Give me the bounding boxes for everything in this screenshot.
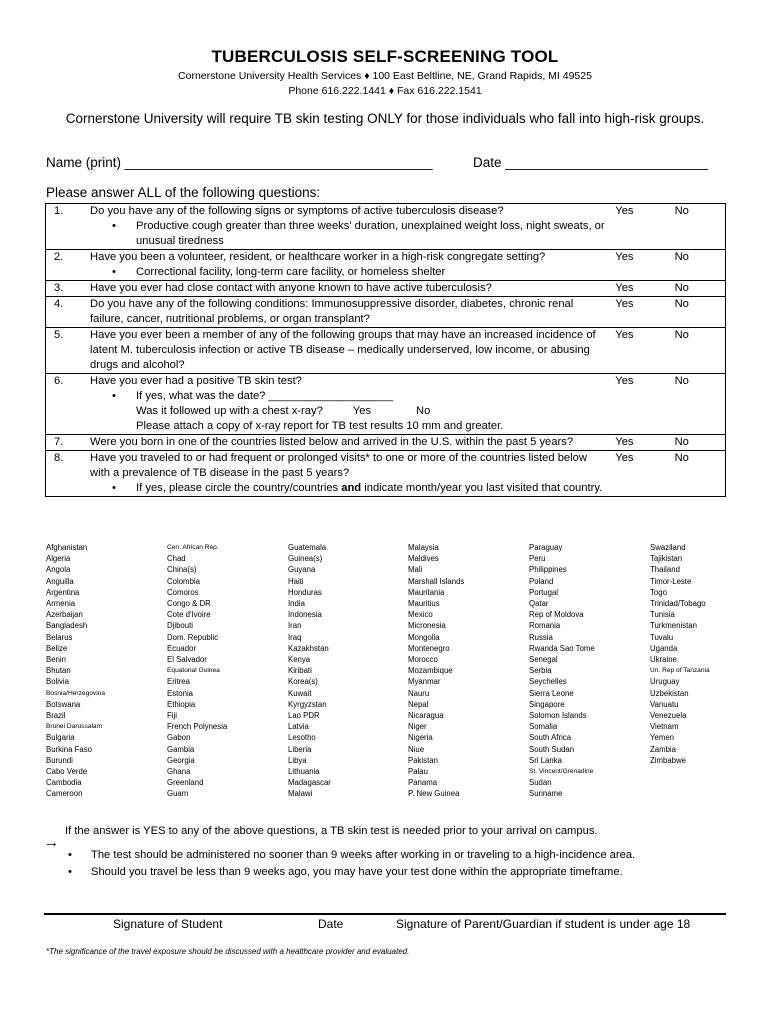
question-text: Have you traveled to or had frequent or prolonged visits* to one or more of the countries listed below with a prevalence of TB disease in the past 5 years? bbox=[90, 452, 587, 479]
country-item[interactable]: Poland bbox=[529, 576, 554, 586]
instructions: Please answer ALL of the following questions: bbox=[46, 185, 321, 200]
country-item[interactable]: Fiji bbox=[167, 711, 177, 721]
country-item[interactable]: Serbia bbox=[529, 666, 552, 676]
xray-yes-option[interactable]: Yes bbox=[352, 405, 372, 417]
bullet-icon: • bbox=[68, 866, 72, 878]
country-item[interactable]: P. New Guinea bbox=[408, 789, 460, 799]
country-item[interactable]: Qatar bbox=[529, 599, 549, 609]
country-item[interactable]: Libya bbox=[288, 755, 307, 765]
country-item[interactable]: Lithuania bbox=[288, 767, 320, 777]
country-item[interactable]: Cameroon bbox=[46, 789, 83, 799]
question-number: 2. bbox=[54, 251, 64, 263]
country-item[interactable]: Congo & DR bbox=[167, 599, 211, 609]
country-item[interactable]: Tajikistan bbox=[650, 554, 683, 564]
question-text: Have you ever been a member of any of the following groups that may have an increased incidence of latent M. tuberculosis infection or active TB disease – medically underserved, low income, or abusing drugs and alcohol? bbox=[90, 329, 596, 371]
country-item[interactable]: Peru bbox=[529, 554, 546, 564]
attach-instruction: Please attach a copy of x-ray report for TB test results 10 mm and greater. bbox=[136, 420, 504, 432]
country-item[interactable]: Timor-Leste bbox=[650, 576, 692, 586]
country-item[interactable]: Botswana bbox=[46, 699, 81, 709]
country-item[interactable]: Brunei Darussalam bbox=[46, 723, 103, 731]
country-item[interactable]: Kiribati bbox=[288, 666, 312, 676]
country-item[interactable]: Micronesia bbox=[408, 621, 446, 631]
no-option[interactable]: No bbox=[674, 452, 689, 464]
country-item[interactable]: Comoros bbox=[167, 587, 199, 597]
country-item[interactable]: Bangladesh bbox=[46, 621, 88, 631]
country-item[interactable]: Georgia bbox=[167, 755, 195, 765]
xray-no-option[interactable]: No bbox=[416, 405, 431, 417]
country-item[interactable]: Greenland bbox=[167, 778, 204, 788]
country-item[interactable]: Ghana bbox=[167, 767, 191, 777]
country-item[interactable]: Colombia bbox=[167, 576, 200, 586]
country-item[interactable]: Philippines bbox=[529, 565, 567, 575]
question-number: 4. bbox=[54, 298, 64, 310]
country-item[interactable]: Angola bbox=[46, 565, 71, 575]
country-item[interactable]: El Salvador bbox=[167, 655, 207, 665]
country-item[interactable]: Russia bbox=[529, 632, 553, 642]
country-item[interactable]: Anguilla bbox=[46, 576, 74, 586]
country-item[interactable]: Vietnam bbox=[650, 722, 679, 732]
parent-signature-label: Signature of Parent/Guardian if student is under age 18 bbox=[396, 917, 691, 931]
country-item[interactable]: Guatemala bbox=[288, 543, 327, 552]
country-item[interactable]: Eritrea bbox=[167, 677, 190, 687]
country-item[interactable]: Niue bbox=[408, 744, 425, 754]
country-item[interactable]: Tunisia bbox=[650, 610, 675, 620]
yes-option[interactable]: Yes bbox=[615, 251, 634, 263]
signature-line[interactable] bbox=[44, 913, 726, 915]
country-item[interactable]: Burundi bbox=[46, 755, 73, 765]
country-item[interactable]: Rwanda Sao Tome bbox=[529, 643, 595, 653]
country-item[interactable]: Burkina Faso bbox=[46, 744, 92, 754]
country-item[interactable]: Dom. Republic bbox=[167, 632, 219, 642]
no-option[interactable]: No bbox=[674, 375, 689, 387]
country-column bbox=[529, 542, 649, 800]
yes-option[interactable]: Yes bbox=[615, 436, 634, 448]
country-item[interactable]: Swaziland bbox=[650, 543, 686, 552]
country-column bbox=[46, 542, 166, 800]
country-item[interactable]: Iraq bbox=[288, 632, 302, 642]
no-option[interactable]: No bbox=[674, 282, 689, 294]
country-item[interactable]: Mozambique bbox=[408, 666, 453, 676]
country-item[interactable]: Solomon Islands bbox=[529, 711, 587, 721]
bullet-icon: • bbox=[112, 220, 116, 232]
name-date-row bbox=[46, 155, 736, 170]
country-item[interactable]: St. Vincent/Grenadine bbox=[529, 768, 594, 776]
country-item[interactable]: Honduras bbox=[288, 587, 322, 597]
yes-option[interactable]: Yes bbox=[615, 205, 634, 217]
country-column bbox=[167, 542, 287, 800]
country-item[interactable]: Seychelles bbox=[529, 677, 567, 687]
question-row bbox=[46, 451, 726, 497]
country-item[interactable]: Panama bbox=[408, 778, 438, 788]
question-number: 8. bbox=[54, 452, 64, 464]
question-row bbox=[46, 250, 726, 281]
country-item[interactable]: Turkmenistan bbox=[650, 621, 697, 631]
country-item[interactable]: Ecuador bbox=[167, 643, 197, 653]
country-item[interactable]: Lesotho bbox=[288, 733, 316, 743]
question-text: Have you ever had a positive TB skin test? bbox=[90, 375, 302, 387]
questions-table bbox=[45, 203, 726, 497]
country-item[interactable]: Chad bbox=[167, 554, 186, 564]
country-item[interactable]: Latvia bbox=[288, 722, 309, 732]
country-item[interactable]: Djibouti bbox=[167, 621, 194, 631]
country-item[interactable]: Sri Lanka bbox=[529, 755, 562, 765]
country-item[interactable]: Argentina bbox=[46, 587, 80, 597]
country-item[interactable]: Madagascar bbox=[288, 778, 331, 788]
country-item[interactable]: Togo bbox=[650, 587, 667, 597]
country-item[interactable]: Pakistan bbox=[408, 755, 438, 765]
country-item[interactable]: Venezuela bbox=[650, 711, 687, 721]
bullet-icon: • bbox=[112, 482, 116, 494]
country-item[interactable]: Estonia bbox=[167, 688, 194, 698]
country-item[interactable]: Gambia bbox=[167, 744, 195, 754]
question-bullet: • Correctional facility, long-term care facility, or homeless shelter bbox=[112, 266, 446, 278]
no-option[interactable]: No bbox=[674, 436, 689, 448]
country-column bbox=[650, 542, 770, 766]
country-item[interactable]: Indonesia bbox=[288, 610, 322, 620]
country-item[interactable]: Uruguay bbox=[650, 677, 680, 687]
question-number: 7. bbox=[54, 436, 64, 448]
question-row bbox=[46, 374, 726, 435]
country-item[interactable]: Thailand bbox=[650, 565, 680, 575]
country-item[interactable]: Mauritius bbox=[408, 599, 440, 609]
country-item[interactable]: Ethiopia bbox=[167, 699, 196, 709]
country-item[interactable]: Sierra Leone bbox=[529, 688, 574, 698]
country-item[interactable]: Zimbabwe bbox=[650, 755, 686, 765]
country-item[interactable]: Liberia bbox=[288, 744, 312, 754]
country-item[interactable]: Nauru bbox=[408, 688, 430, 698]
country-item[interactable]: Guam bbox=[167, 789, 189, 799]
question-row bbox=[46, 435, 726, 451]
question-number: 3. bbox=[54, 282, 64, 294]
country-item[interactable]: Maldives bbox=[408, 554, 439, 564]
country-item[interactable]: Zambia bbox=[650, 744, 676, 754]
question-row bbox=[46, 297, 726, 328]
country-item[interactable]: Uganda bbox=[650, 643, 678, 653]
country-item[interactable]: Bhutan bbox=[46, 666, 71, 676]
country-item[interactable]: South Africa bbox=[529, 733, 572, 743]
country-item[interactable]: Marshall Islands bbox=[408, 576, 465, 586]
country-item[interactable]: Tuvalu bbox=[650, 632, 674, 642]
country-item[interactable]: Kuwait bbox=[288, 688, 312, 698]
yes-option[interactable]: Yes bbox=[615, 282, 634, 294]
notice-text: Cornerstone University will require TB skin testing ONLY for those individuals who fall into high-risk groups. bbox=[65, 111, 705, 126]
country-item[interactable]: Belarus bbox=[46, 632, 73, 642]
question-bullet: • Productive cough greater than three weeks' duration, unexplained weight loss, night sweats, or unusual tiredness bbox=[112, 220, 605, 247]
country-item[interactable]: Un. Rep of Tanzania bbox=[650, 667, 710, 675]
country-item[interactable]: Guinea(s) bbox=[288, 554, 323, 564]
country-item[interactable]: Azerbaijan bbox=[46, 610, 83, 620]
yes-note: If the answer is YES to any of the above questions, a TB skin test is needed prior to your arrival on campus. bbox=[65, 825, 598, 837]
country-item[interactable]: Vanuatu bbox=[650, 699, 679, 709]
country-item[interactable]: Cambodia bbox=[46, 778, 82, 788]
country-item[interactable]: Somalia bbox=[529, 722, 558, 732]
country-item[interactable]: Uzbekistan bbox=[650, 688, 689, 698]
question-number: 5. bbox=[54, 329, 64, 341]
country-item[interactable]: Trinidad/Tobago bbox=[650, 599, 706, 609]
country-item[interactable]: Malawi bbox=[288, 789, 313, 799]
country-item[interactable]: Benin bbox=[46, 655, 66, 665]
country-item[interactable]: Bolivia bbox=[46, 677, 69, 687]
country-item[interactable]: Algeria bbox=[46, 554, 71, 564]
country-item[interactable]: Mongolia bbox=[408, 632, 440, 642]
country-item[interactable]: Guyana bbox=[288, 565, 316, 575]
country-item[interactable]: India bbox=[288, 599, 305, 609]
yes-option[interactable]: Yes bbox=[615, 298, 634, 310]
no-option[interactable]: No bbox=[674, 251, 689, 263]
country-item[interactable]: Sudan bbox=[529, 778, 552, 788]
country-item[interactable]: Palau bbox=[408, 767, 428, 777]
no-option[interactable]: No bbox=[674, 205, 689, 217]
xray-followup: Was it followed up with a chest x-ray? Yes No bbox=[136, 405, 431, 417]
country-column bbox=[408, 542, 528, 800]
bullet-icon: • bbox=[68, 849, 72, 861]
country-item[interactable]: South Sudan bbox=[529, 744, 575, 754]
country-item[interactable]: Kyrgyzstan bbox=[288, 699, 327, 709]
country-item[interactable]: Romania bbox=[529, 621, 561, 631]
name-field[interactable]: Name (print) _________________________________________ bbox=[46, 155, 433, 170]
yes-option[interactable]: Yes bbox=[615, 329, 634, 341]
question-text: Were you born in one of the countries listed below and arrived in the U.S. within the past 5 years? bbox=[90, 436, 574, 448]
question-bullet: • If yes, what was the date? ____________________ bbox=[112, 390, 393, 402]
country-item[interactable]: Singapore bbox=[529, 699, 565, 709]
question-number: 1. bbox=[54, 205, 64, 217]
question-row bbox=[46, 328, 726, 374]
country-item[interactable]: Belize bbox=[46, 643, 68, 653]
country-item[interactable]: Nicaragua bbox=[408, 711, 444, 721]
question-bullet: • If yes, please circle the country/countries and indicate month/year you last visited that country. bbox=[112, 482, 603, 494]
country-item[interactable]: Suriname bbox=[529, 789, 563, 799]
page-title: TUBERCULOSIS SELF-SCREENING TOOL bbox=[211, 47, 559, 66]
country-item[interactable]: Cabo Verde bbox=[46, 767, 88, 777]
country-item[interactable]: Gabon bbox=[167, 733, 191, 743]
country-item[interactable]: Ukraine bbox=[650, 655, 677, 665]
bullet-icon: • bbox=[112, 390, 116, 402]
country-item[interactable]: French Polynesia bbox=[167, 722, 228, 732]
country-item[interactable]: Armenia bbox=[46, 599, 76, 609]
country-item[interactable]: Cote d'Ivoire bbox=[167, 610, 211, 620]
question-text: Do you have any of the following conditions: Immunosuppressive disorder, diabetes, chronic renal failure, cancer, nutritional problems, or organ transplant? bbox=[90, 298, 574, 325]
country-item[interactable]: Montenegro bbox=[408, 643, 450, 653]
country-item[interactable]: Mauritania bbox=[408, 587, 445, 597]
signature-date-label: Date bbox=[318, 917, 344, 931]
country-item[interactable]: Nigeria bbox=[408, 733, 433, 743]
question-row bbox=[46, 204, 726, 250]
no-option[interactable]: No bbox=[674, 329, 689, 341]
country-item[interactable]: Kenya bbox=[288, 655, 311, 665]
country-item[interactable]: Paraguay bbox=[529, 543, 563, 552]
phone-line: Phone 616.222.1441 ♦ Fax 616.222.1541 bbox=[288, 85, 482, 97]
date-field[interactable]: Date ___________________________ bbox=[473, 155, 708, 170]
yes-option[interactable]: Yes bbox=[615, 375, 634, 387]
country-item[interactable]: Portugal bbox=[529, 587, 559, 597]
country-item[interactable]: Korea(s) bbox=[288, 677, 318, 687]
no-option[interactable]: No bbox=[674, 298, 689, 310]
arrow-icon: → bbox=[44, 834, 59, 851]
country-item[interactable]: Iran bbox=[288, 621, 302, 631]
student-signature-label: Signature of Student bbox=[113, 917, 223, 931]
country-item[interactable]: Rep of Moldova bbox=[529, 610, 584, 620]
country-item[interactable]: Lao PDR bbox=[288, 711, 320, 721]
country-column bbox=[288, 542, 408, 800]
country-item[interactable]: Nepal bbox=[408, 699, 429, 709]
country-item[interactable]: Yemen bbox=[650, 733, 674, 743]
country-item[interactable]: Morocco bbox=[408, 655, 438, 665]
question-text: Do you have any of the following signs or symptoms of active tuberculosis disease? bbox=[90, 205, 504, 217]
country-item[interactable]: Senegal bbox=[529, 655, 558, 665]
country-item[interactable]: Mexico bbox=[408, 610, 433, 620]
country-item[interactable]: Bulgaria bbox=[46, 733, 75, 743]
question-number: 6. bbox=[54, 375, 64, 387]
country-item[interactable]: Brazil bbox=[46, 711, 66, 721]
country-item[interactable]: Cen. African Rep. bbox=[167, 544, 219, 551]
question-text: Have you ever had close contact with anyone known to have active tuberculosis? bbox=[90, 282, 492, 294]
yes-option[interactable]: Yes bbox=[615, 452, 634, 464]
country-item[interactable]: Haiti bbox=[288, 576, 304, 586]
country-item[interactable]: Equatorial Guinea bbox=[167, 667, 220, 675]
country-item[interactable]: Myanmar bbox=[408, 677, 441, 687]
bullet-icon: • bbox=[112, 266, 116, 278]
question-text: Have you been a volunteer, resident, or healthcare worker in a high-risk congregate setting? bbox=[90, 251, 546, 263]
address-line: Cornerstone University Health Services ♦ 100 East Beltline, NE, Grand Rapids, MI 49525 bbox=[178, 70, 592, 82]
country-item[interactable]: Bosnia/Herzegovina bbox=[46, 689, 106, 697]
footnote: *The significance of the travel exposure should be discussed with a healthcare provider and evaluated. bbox=[46, 947, 410, 956]
country-item[interactable]: Afghanistan bbox=[46, 543, 88, 552]
country-item[interactable]: Kazakhstan bbox=[288, 643, 329, 653]
country-item[interactable]: Mali bbox=[408, 565, 423, 575]
country-item[interactable]: China(s) bbox=[167, 565, 197, 575]
country-item[interactable]: Niger bbox=[408, 722, 427, 732]
country-item[interactable]: Malaysia bbox=[408, 543, 439, 552]
question-row bbox=[46, 281, 726, 297]
